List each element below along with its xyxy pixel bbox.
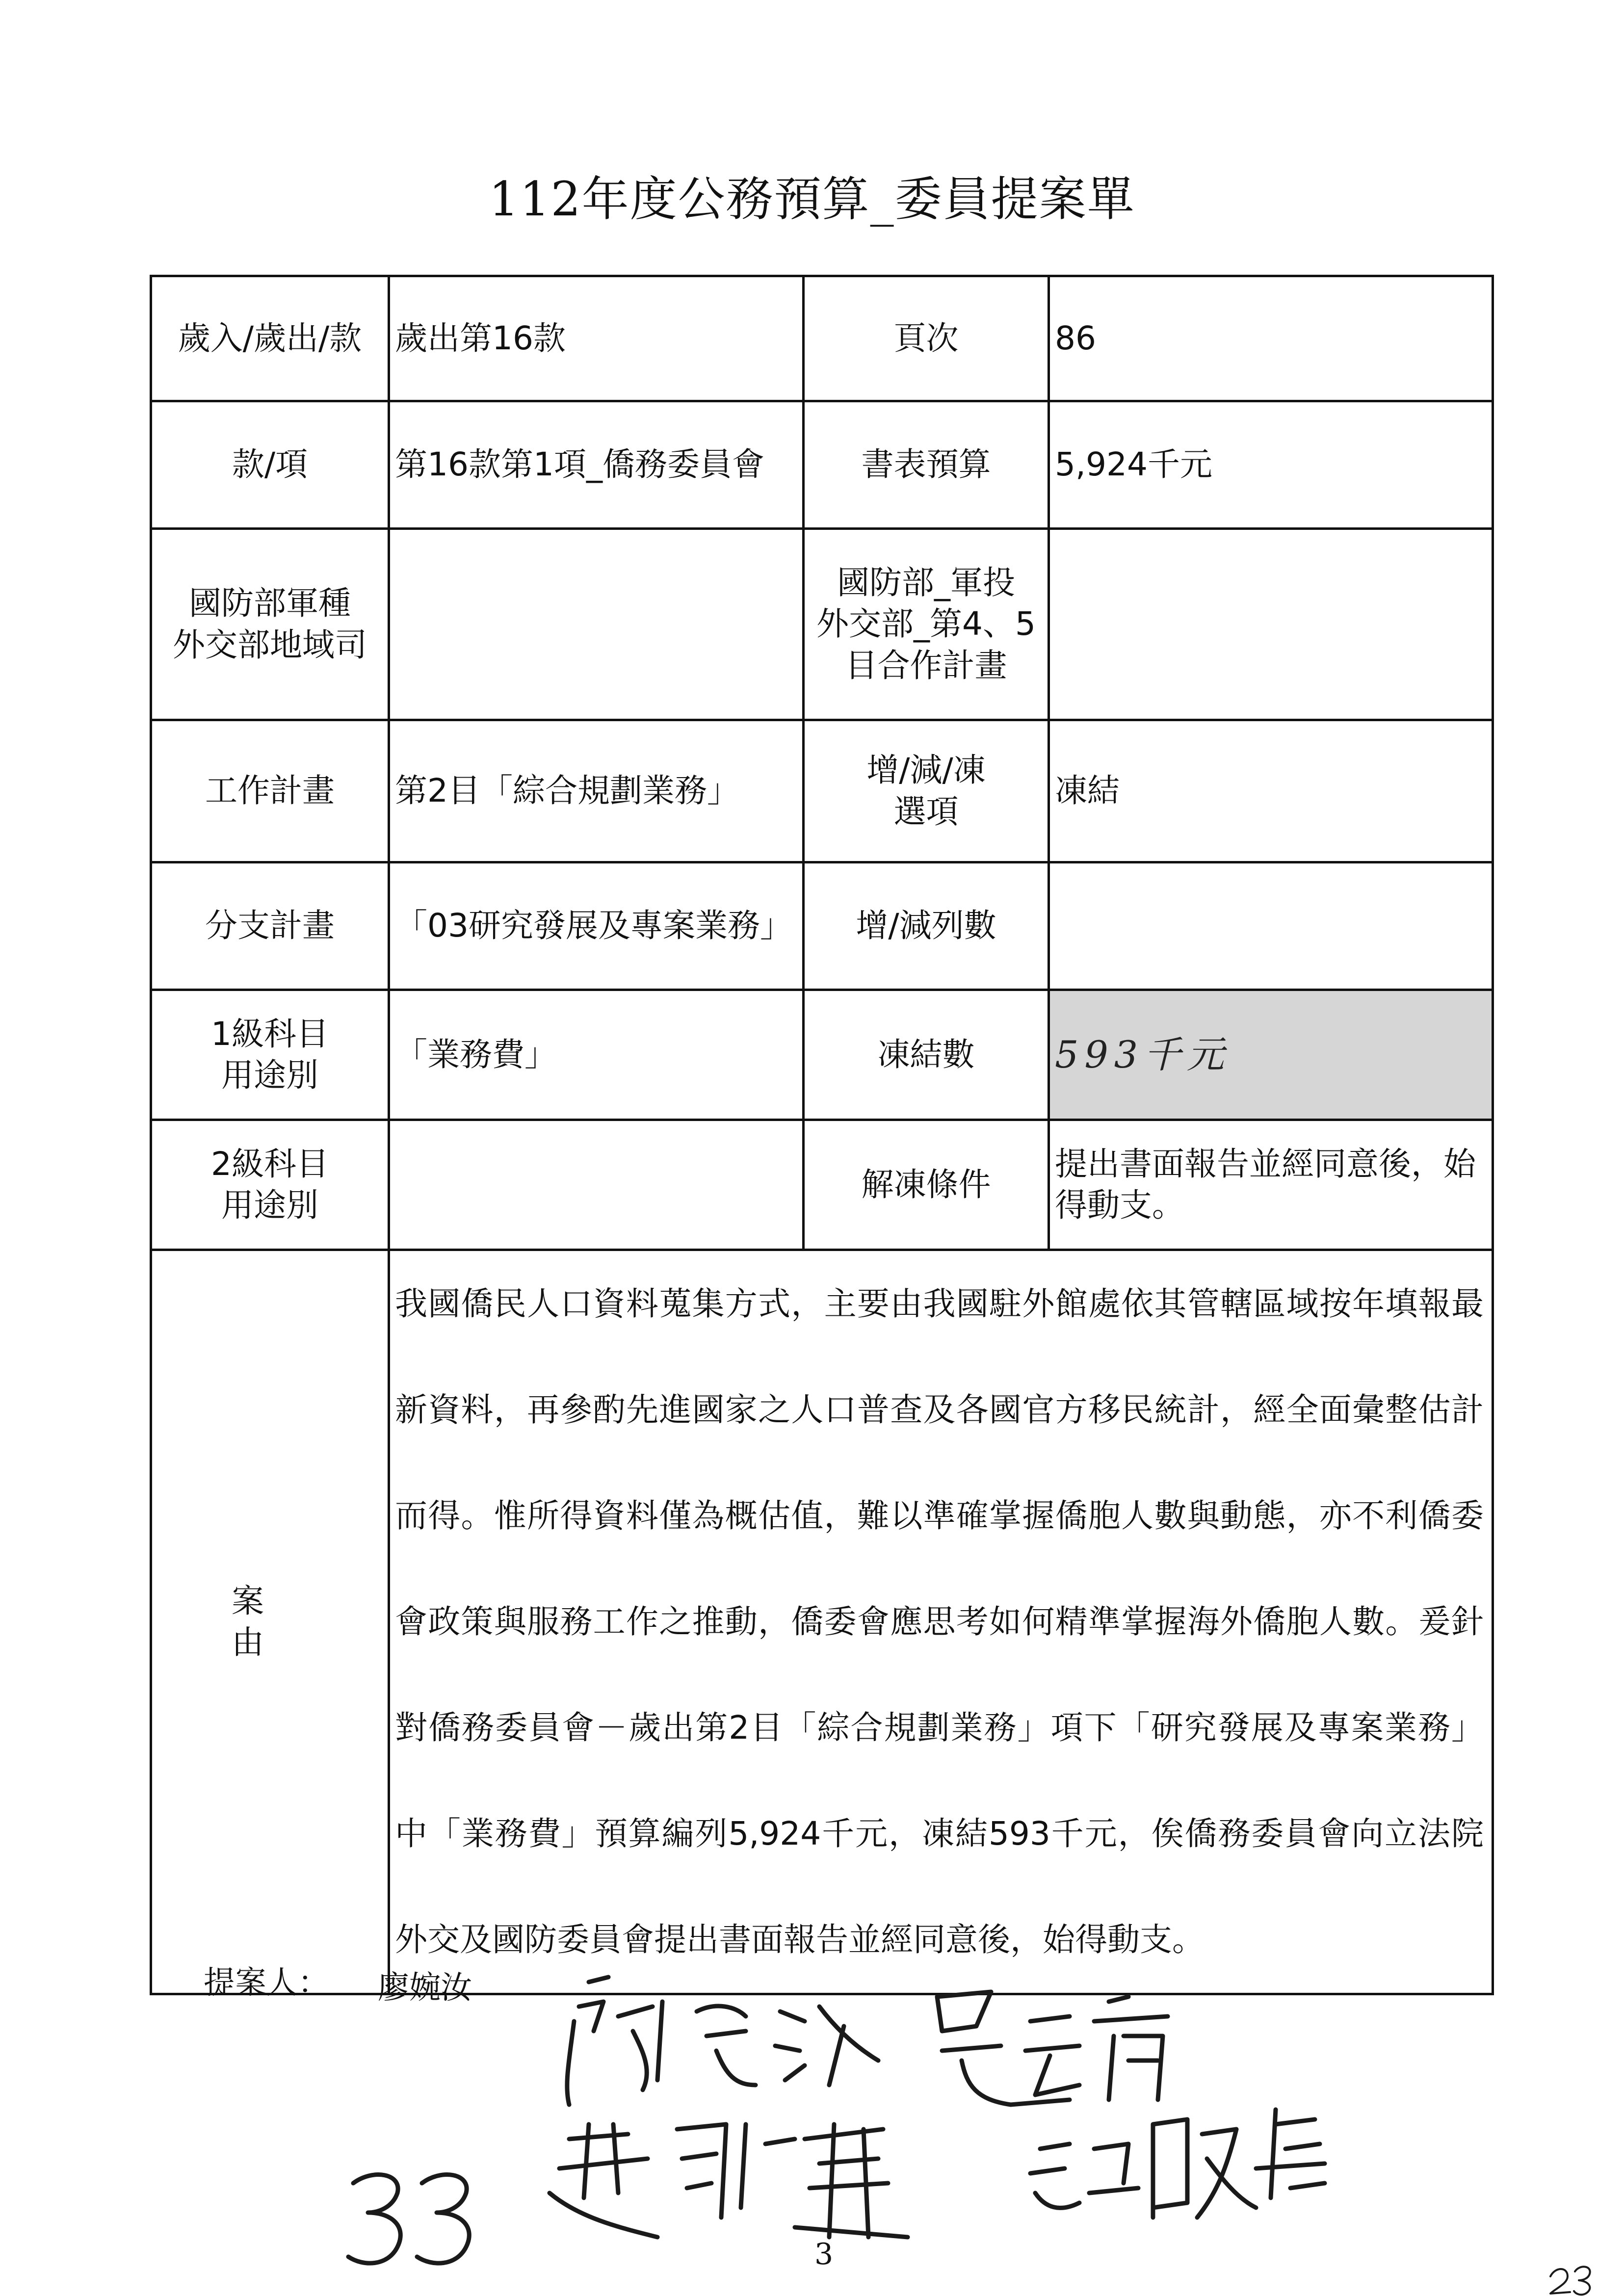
row-work-plan [151,720,1493,862]
signature-stroke [697,2006,756,2085]
page-number: 3 [814,2237,834,2271]
proposer-name: 廖婉汝 [378,1970,472,2006]
proposal-form-table [150,275,1494,1995]
value-level1-subject: 「業務費」 [389,990,804,1120]
frozen-amount-handwriting: 593千元 [1055,1033,1231,1077]
signature-stroke [677,2124,795,2218]
label-budget: 書表預算 [804,401,1049,529]
value-frozen-amount [1049,990,1493,1120]
signature-stroke [1094,1997,1168,2100]
value-adjust-amount [1049,862,1493,990]
value-section: 第16款第1項_僑務委員會 [389,401,804,529]
row-level2-subject [151,1120,1493,1250]
signature-stroke [1153,2119,1256,2218]
signature-stroke [550,2124,657,2237]
value-account-type: 歲出第16款 [389,276,804,401]
signature-stroke [567,1977,608,2105]
signature-stroke [1256,2110,1325,2198]
label-page: 頁次 [804,276,1049,401]
label-defense-foreign: 國防部軍種 外交部地域司 [151,529,389,720]
value-budget: 5,924千元 [1049,401,1493,529]
row-reason [151,1250,1493,1994]
proposer-label: 提案人： [204,1965,329,2001]
value-defense-foreign [389,529,804,720]
signature-stroke [795,2124,908,2237]
label-level1-subject: 1級科目 用途別 [151,990,389,1120]
label-unfreeze-condition: 解凍條件 [804,1120,1049,1250]
row-defense-foreign [151,529,1493,720]
value-branch-plan: 「03研究發展及專案業務」 [389,862,804,990]
label-account-type: 歲入/歲出/款 [151,276,389,401]
value-cooperation-plan [1049,529,1493,720]
handwritten-number-33 [348,2175,400,2264]
label-work-plan: 工作計畫 [151,720,389,862]
label-adjust-amount: 增/減列數 [804,862,1049,990]
label-option: 增/減/凍 選項 [804,720,1049,862]
label-section: 款/項 [151,401,389,529]
row-account [151,276,1493,401]
row-section [151,401,1493,529]
row-branch-plan [151,862,1493,990]
signature-stroke [1025,2016,1079,2095]
value-level2-subject [389,1120,804,1250]
label-level2-subject: 2級科目 用途別 [151,1120,389,1250]
label-frozen-amount: 凍結數 [804,990,1049,1120]
signature-stroke [1030,2144,1079,2208]
signature-stroke [775,2007,878,2085]
value-option: 凍結 [1049,720,1493,862]
reason-cell [389,1250,1493,1994]
form-title: 112年度公務預算_委員提案單 [489,172,1135,227]
handwritten-number-33 [417,2175,469,2264]
signature-stroke [937,1992,1070,2105]
signature-stroke [618,2002,662,2090]
row-level1-subject [151,990,1493,1120]
label-reason: 案由 [151,1250,389,1994]
value-page: 86 [1049,276,1493,401]
label-branch-plan: 分支計畫 [151,862,389,990]
handwritten-number-23 [1550,2267,1590,2295]
value-work-plan: 第2目「綜合規劃業務」 [389,720,804,862]
signature-stroke [1089,2144,1138,2193]
reason-text: 我國僑民人口資料蒐集方式，主要由我國駐外館處依其管轄區域按年填報最新資料，再參酌先進國家之人口普查及各國官方移民統計，經全面彙整估計而得。惟所得資料僅為概估值，難以準確掌握僑胞人數與動態，亦不利僑委會政策與服務工作之推動，僑委會應思考如何精準掌握海外僑胞人數。爰針對僑務委員會－歲出第2目「綜合規劃業務」項下「研究發展及專案業務」中「業務費」預算編列5,924千元，凍結593千元，俟僑務委員會向立法院外交及國防委員會提出書面報告並經同意後，始得動支。 [395,1285,1484,1958]
value-unfreeze-condition: 提出書面報告並經同意後，始得動支。 [1049,1120,1493,1250]
label-cooperation-plan: 國防部_軍投 外交部_第4、5 目合作計畫 [804,529,1049,720]
